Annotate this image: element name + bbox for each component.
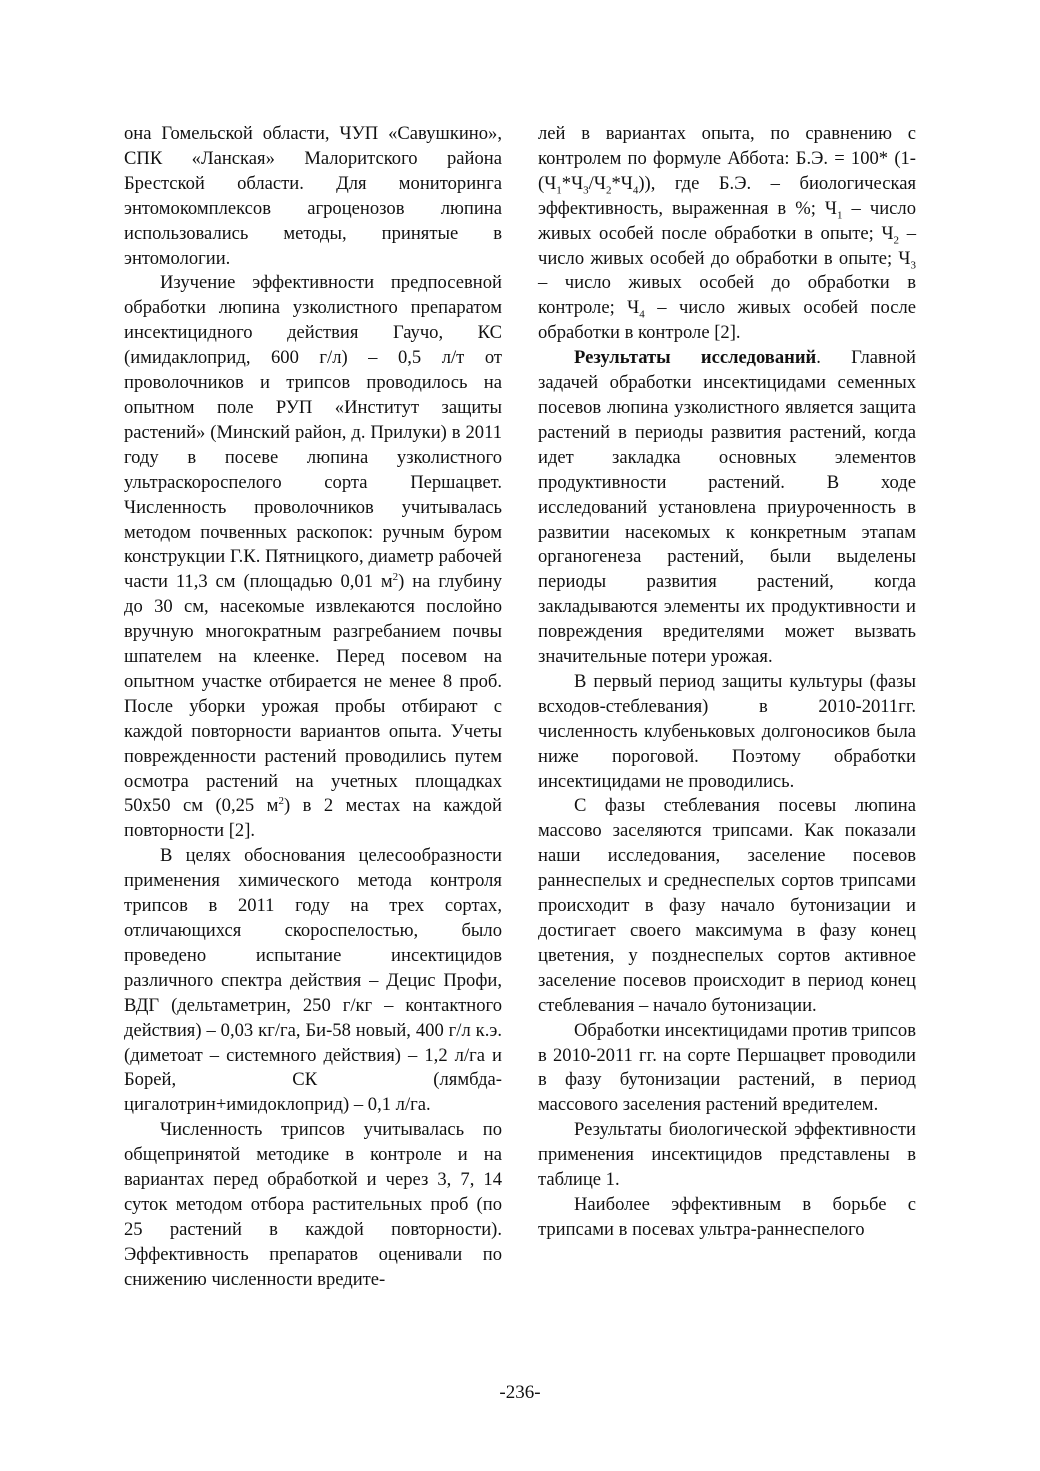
paragraph: Наиболее эффективным в борьбе с трипсами в посевах ультра-раннеспелого — [538, 1193, 916, 1240]
text-run: лей в вариантах опыта, по сравнению с контролем по формуле Аббота: Б.Э. = 100* (1-(Ч — [538, 123, 916, 194]
subscript: 3 — [583, 184, 589, 197]
text-run: – число живых особей до обработки в контроле; Ч — [538, 272, 916, 319]
paragraph: С фазы стеблевания посевы люпина массово заселяются трипсами. Как показали наши исследования, заселение посевов раннеспелых и среднеспелых сортов трипсами происходит в фазу начало бутонизации и достигает своего максимума в фазу конец цветения, у позднеспелых сортов активное заселение посевов происходит в период конец стеблевания – начало бутонизации. — [538, 795, 916, 1016]
paragraph: В целях обоснования целесообразности применения химического метода контроля трипсов в 2011 году на трех сортах, отличающихся скороспелостью, было проведено испытание инсектицидов различного спектра действия – Децис Профи, ВДГ (дельтаметрин, 250 г/кг – контактного действия) – 0,03 кг/га, Би-58 новый, 400 г/л к.э. (диметоат – системного действия) – 1,2 л/га и Борей, СК (лямбда-цигалотрин+имидоклоприд) – 0,1 л/га. — [124, 845, 502, 1116]
text-run: Изучение эффективности предпосевной обработки люпина узколистного препаратом инсектицидного действия Гаучо, КС (имидаклоприд, 600 г/л) – 0,5 л/т от проволочников и трипсов проводилось на опытном поле РУП «Институт защиты растений» (Минский район, д. Прилуки) в 2011 году в посеве люпина узколистного ультраскороспелого сорта Першацвет. Численность проволочников учитывалась методом почвенных раскопок: ручным буром конструкции Г.К. Пятницкого, диаметр рабочей части 11,3 см (площадью 0,01 м — [124, 272, 502, 593]
right-column — [538, 122, 916, 1243]
paragraph: Численность трипсов учитывалась по общепринятой методике в контроле и на вариантах перед обработкой и через 3, 7, 14 суток методом отбора растительных проб (по 25 растений в каждой повторности). Эффективность препаратов оценивали по снижению численности вредите- — [124, 1119, 502, 1290]
paragraph: Обработки инсектицидами против трипсов в 2010-2011 гг. на сорте Першацвет проводили в фазу бутонизации растений, в период массового заселения растений вредителем. — [538, 1019, 916, 1116]
superscript: 2 — [392, 571, 399, 584]
text-run: . Главной задачей обработки инсектицидами семенных посевов люпина узколистного является защита растений в периоды развития растений, когда идет закладка основных элементов продуктивности растений. В ходе исследований установлена приуроченность в развитии насекомых к конкретным этапам органогенеза растений, были выделены периоды развития растений, когда закладываются элементы их продуктивности и повреждения вредителями может вызвать значительные потери урожая. — [538, 347, 916, 668]
text-run: *Ч — [611, 172, 633, 194]
text-run: – число живых особей до обработки в опыте; Ч — [538, 222, 916, 269]
text-run: /Ч — [588, 172, 606, 194]
paragraph — [538, 122, 916, 346]
subscript: 1 — [837, 209, 843, 222]
paragraph: она Гомельской области, ЧУП «Савушкино», СПК «Ланская» Малоритского района Брестской области. Для мониторинга энтомокомплексов агроценозов люпина использовались методы, принятые в энтомологии. — [124, 123, 502, 269]
text-run: )), где Б.Э. – биологическая эффективность, выраженная в %; Ч — [538, 172, 916, 219]
text-run: ) на глубину до 30 см, насекомые извлекаются послойно вручную многократным разгребанием почвы шпателем на клеенке. Перед посевом на опытном участке отбирается не менее 8 проб. После уборки урожая пробы отбирают с каждой повторности вариантов опыта. Учеты поврежденности растений проводились путем осмотра растений на учетных площадках 50х50 см (0,25 м — [124, 571, 502, 817]
text-run: *Ч — [561, 172, 584, 194]
text-run: ) в 2 местах на каждой повторности [2]. — [124, 795, 502, 842]
section-heading: Результаты исследований — [574, 347, 817, 369]
paragraph: Результаты биологической эффективности применения инсектицидов представлены в таблице 1. — [538, 1119, 916, 1191]
subscript: 4 — [639, 309, 645, 322]
subscript: 1 — [556, 184, 562, 197]
text-run: – число живых особей после обработки в контроле [2]. — [538, 297, 916, 344]
paragraph — [124, 271, 502, 844]
paragraph: В первый период защиты культуры (фазы всходов-стеблевания) в 2010-2011гг. численность клубеньковых долгоносиков была ниже пороговой. Поэтому обработки инсектицидами не проводились. — [538, 670, 916, 792]
subscript: 4 — [632, 184, 639, 197]
text-run: – число живых особей после обработки в опыте; Ч — [538, 197, 916, 244]
left-column — [124, 122, 502, 1293]
paragraph — [538, 346, 916, 670]
superscript: 2 — [278, 795, 284, 808]
subscript: 2 — [605, 184, 612, 197]
subscript: 3 — [910, 259, 916, 272]
subscript: 2 — [893, 234, 900, 247]
page-number: -236- — [499, 1382, 541, 1403]
